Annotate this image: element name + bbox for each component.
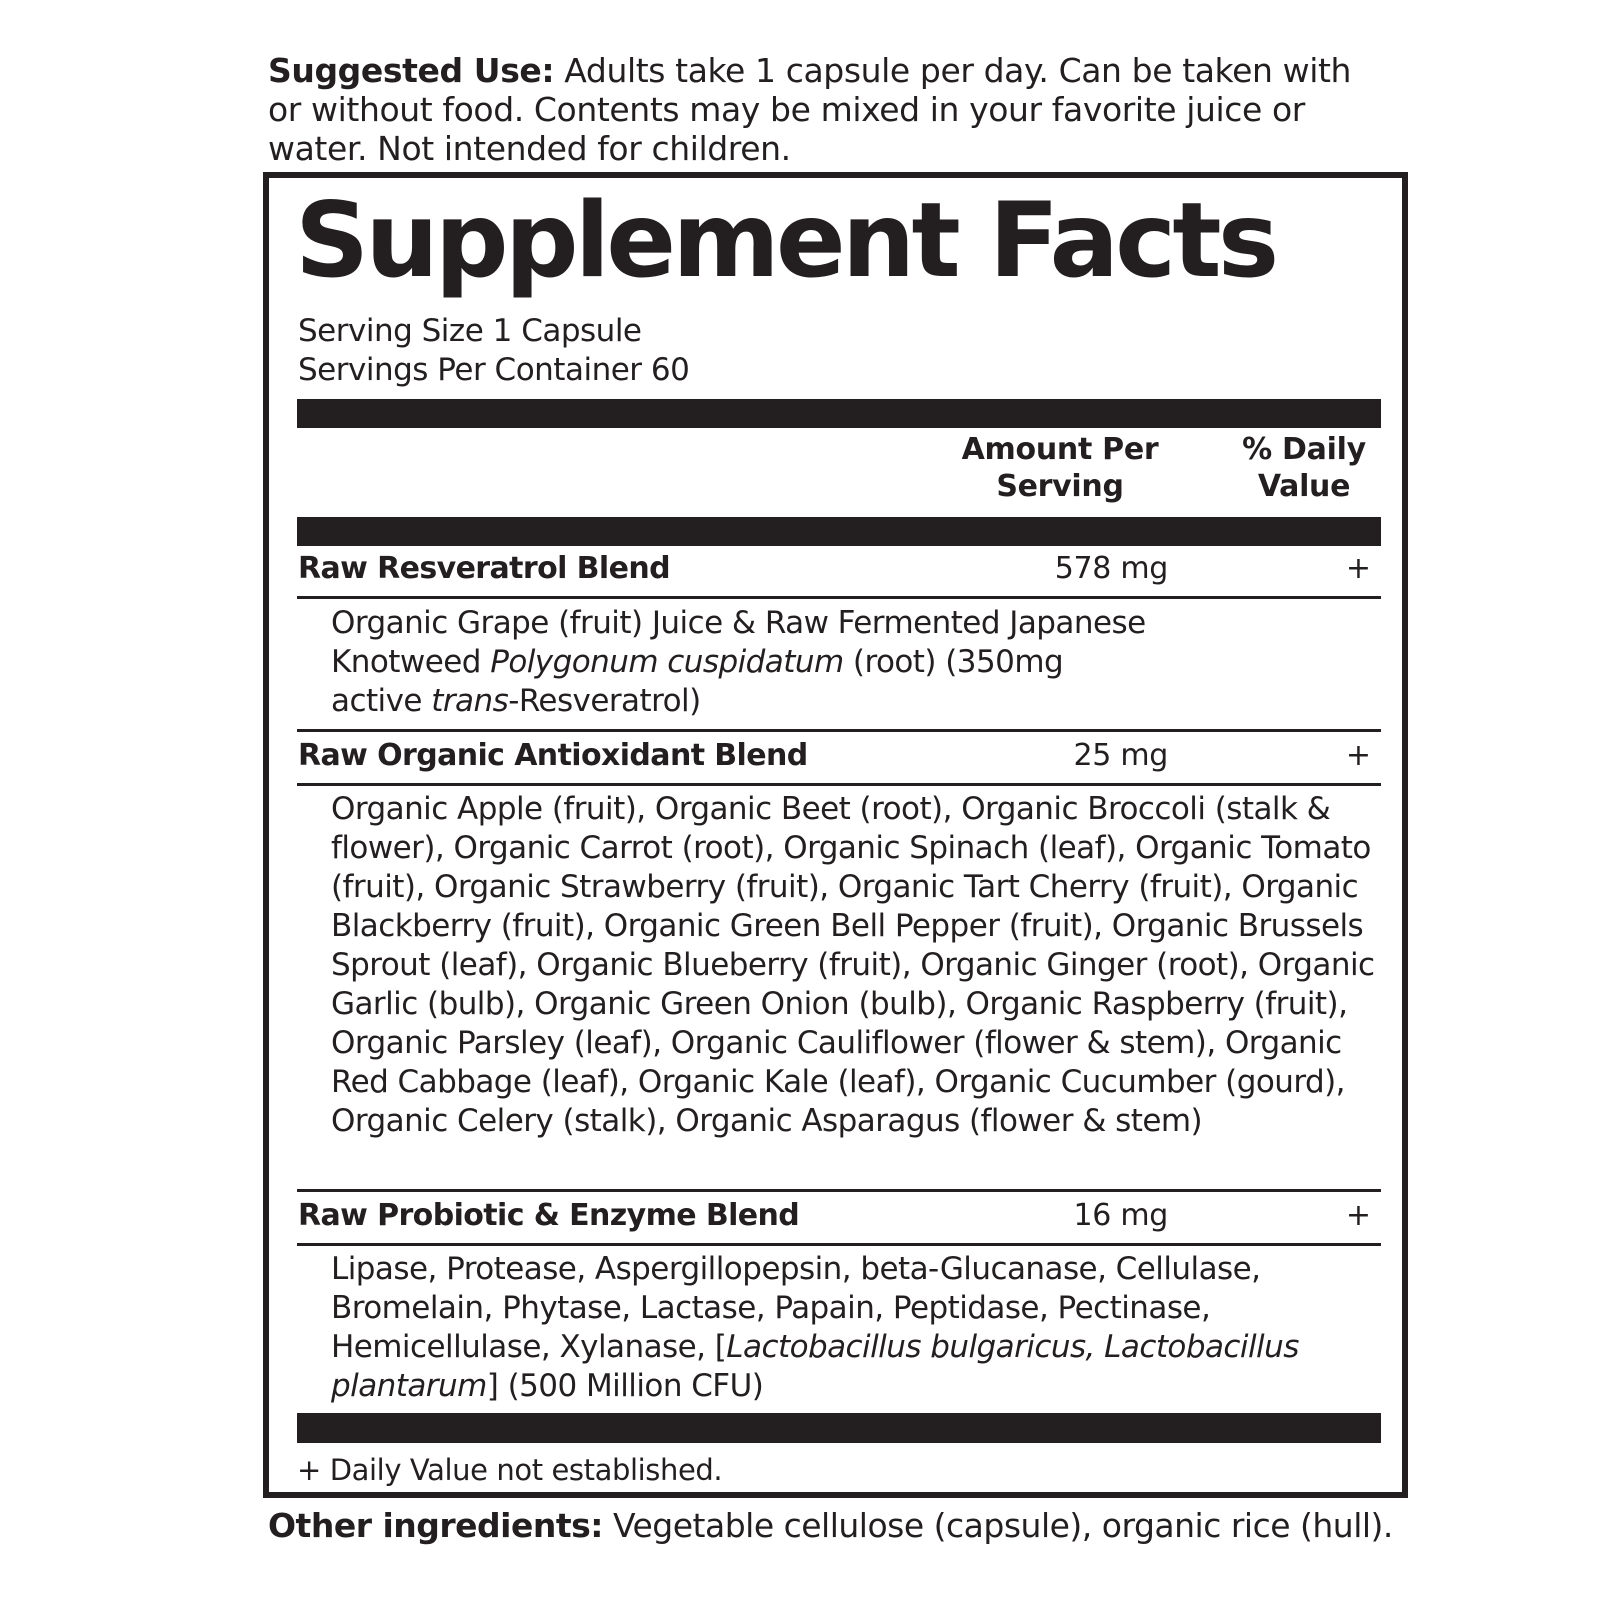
thick-divider-header <box>297 517 1381 546</box>
row-amount: 25 mg <box>1073 738 1168 773</box>
suggested-use <box>268 51 1388 168</box>
suggested-use-text: Adults take 1 capsule per day. Can be taken with or without food. Contents may be mixed in your favorite juice or water. Not intended for children. <box>268 51 1352 168</box>
serving-info <box>298 312 689 390</box>
row-amount: 16 mg <box>1073 1198 1168 1233</box>
suggested-use-label: Suggested Use: <box>268 51 555 90</box>
daily-value-header: % Daily Value <box>1242 432 1366 504</box>
row-divider <box>297 1189 1381 1192</box>
row-divider <box>297 729 1381 732</box>
amount-per-serving-header: Amount Per Serving <box>961 432 1159 504</box>
serving-size: Serving Size 1 Capsule <box>298 313 642 349</box>
row-description: Organic Apple (fruit), Organic Beet (root), Organic Broccoli (stalk & flower), Organic Carrot (root), Organic Spinach (leaf), Organic Tomato (fruit), Organic Strawberry (fruit), Organic Tart Cherry (fruit), Organic Blackberry (fruit), Organic Green Bell Pepper (fruit), Organic Brussels Sprout (leaf), Organic Blueberry (fruit), Organic Ginger (root), Organic Garlic (bulb), Organic Green Onion (bulb), Organic Raspberry (fruit), Organic Parsley (leaf), Organic Cauliflower (flower & stem), Organic Red Cabbage (leaf), Organic Kale (leaf), Organic Cucumber (gourd), Organic Celery (stalk), Organic Asparagus (flower & stem) <box>331 791 1375 1139</box>
row-divider <box>297 783 1381 786</box>
panel-title: Supplement Facts <box>295 181 1276 301</box>
other-ingredients-text: Vegetable cellulose (capsule), organic rice (hull). <box>602 1506 1393 1545</box>
thick-divider-top <box>297 399 1381 428</box>
row-divider <box>297 1243 1381 1246</box>
row-name: Raw Resveratrol Blend <box>298 551 670 586</box>
row-name: Raw Probiotic & Enzyme Blend <box>298 1198 800 1233</box>
row-amount: 578 mg <box>1054 551 1168 586</box>
footnote: + Daily Value not established. <box>297 1453 723 1487</box>
other-ingredients <box>268 1506 1393 1546</box>
row-daily-value: + <box>1345 738 1371 773</box>
row-daily-value: + <box>1345 551 1371 586</box>
row-name: Raw Organic Antioxidant Blend <box>298 738 808 773</box>
row-description: Organic Grape (fruit) Juice & Raw Fermented Japanese Knotweed Polygonum cuspidatum (root) (350mg active trans-Resveratrol) <box>331 605 1146 719</box>
row-divider <box>297 596 1381 599</box>
other-ingredients-label: Other ingredients: <box>268 1506 603 1545</box>
row-daily-value: + <box>1345 1198 1371 1233</box>
thick-divider-bottom <box>297 1413 1381 1443</box>
servings-per-container: Servings Per Container 60 <box>298 352 690 388</box>
row-description: Lipase, Protease, Aspergillopepsin, beta-Glucanase, Cellulase, Bromelain, Phytase, Lactase, Papain, Peptidase, Pectinase, Hemicellulase, Xylanase, [Lactobacillus bulgaricus, Lactobacillus plantarum] (500 Million CFU) <box>331 1251 1299 1404</box>
